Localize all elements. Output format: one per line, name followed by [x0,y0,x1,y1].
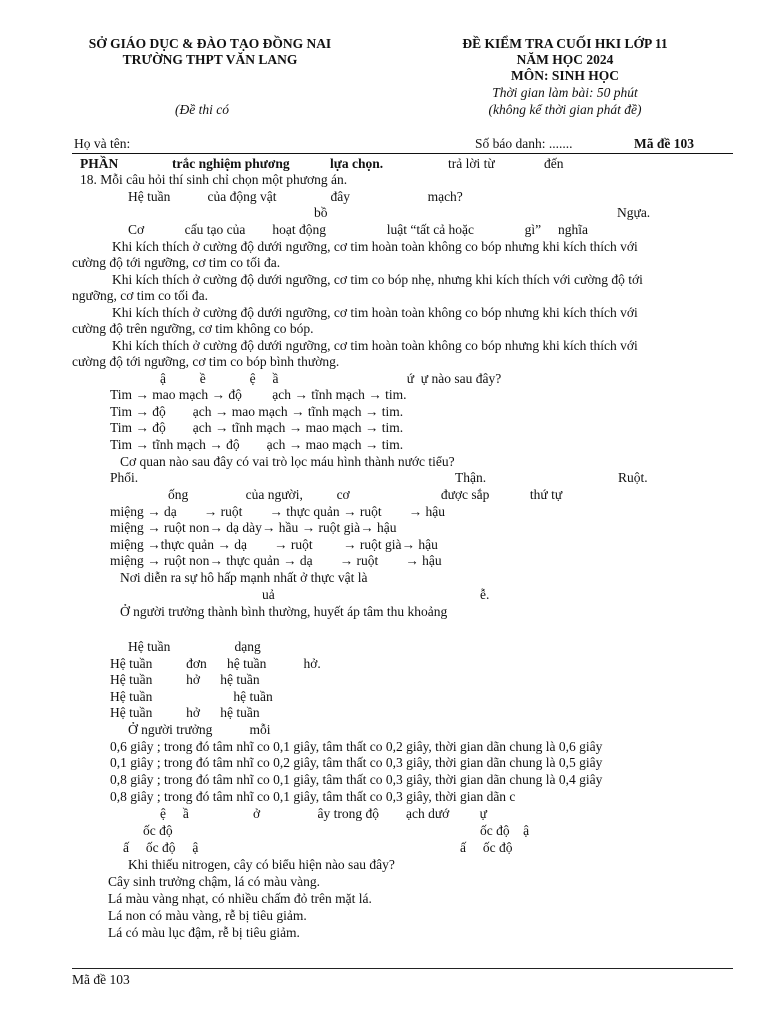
footer-divider [72,968,733,969]
answer-line: Khi kích thích ở cường độ dưới ngưỡng, cơ tim hoàn toàn không co bóp nhưng khi kích thích với [112,305,638,320]
school-year: NĂM HỌC 2024 [516,52,614,67]
school-name: TRƯỜNG THPT VĂN LANG [122,52,298,67]
question-line: Khi thiếu nitrogen, cây có biểu hiện nào sau đây? [128,857,395,872]
answer-line: miệng → dạ → ruột → thực quản → ruột → hậu [110,504,446,519]
department-name: SỞ GIÁO DỤC & ĐÀO TẠO ĐỒNG NAI [88,36,332,51]
question-line: ệ ầ ở ây trong độ ạch dướ ự [160,806,487,821]
answer-line: miệng → ruột non→ thực quản → dạ → ruột → hậu [110,553,442,568]
answer-option: Ruột. [618,470,648,485]
answer-line: Tim → tĩnh mạch → độ ạch → mao mạch → tim. [110,437,404,452]
question-line: Hệ tuần dạng [128,639,261,654]
footer-exam-code: Mã đề 103 [72,972,130,987]
exam-code: Mã đề 103 [634,136,694,151]
answer-fragment: ấ ốc độ ậ [123,840,199,855]
question-line: Ở người trưởng thành bình thường, huyết áp tâm thu khoảng [120,604,448,619]
question-line: Cơ quan nào sau đây có vai trò lọc máu hình thành nước tiểu? [120,454,455,469]
answer-fragment: ốc độ [143,823,173,838]
answer-option: Phổi. [110,470,139,485]
question-line: Nơi diễn ra sự hô hấp mạnh nhất ở thực vật là [120,570,368,585]
answer-line: Hệ tuần đơn hệ tuần hở. [110,656,321,671]
question-line: ống của người, cơ được sắp thứ tự [168,487,563,502]
answer-fragment: ấ ốc độ [460,840,513,855]
answer-line: Lá non có màu vàng, rễ bị tiêu giảm. [108,908,307,923]
answer-line: miệng →thực quản → dạ → ruột → ruột già→ hậu [110,537,438,552]
part-label: PHẦN [80,156,119,171]
exam-time-note: (không kể thời gian phát đề) [488,102,642,117]
answer-line: Tim → mao mạch → độ ạch → tĩnh mạch → tim. [110,387,407,402]
answer-line: miệng → ruột non→ dạ dày→ hầu → ruột già→ hậu [110,520,397,535]
answer-fragment: ễ. [480,587,490,602]
question-line: ậ ề ệ ầ ứ ự nào sau đây? [160,371,502,386]
answer-line: Lá có màu lục đậm, rễ bị tiêu giảm. [108,925,300,940]
question-line: Hệ tuần của động vật đây mạch? [128,189,463,204]
answer-fragment: bồ [314,205,328,220]
answer-line: Tim → độ ạch → tĩnh mạch → mao mạch → tim. [110,420,404,435]
answer-line: cường độ tới ngưỡng, cơ tim co tối đa. [72,255,281,270]
answer-line: Lá màu vàng nhạt, có nhiều chấm đỏ trên mặt lá. [108,891,372,906]
name-label: Họ và tên: [74,136,131,151]
answer-line: cường độ trên ngưỡng, cơ tim không co bóp. [72,321,314,336]
answer-line: Hệ tuần hở hệ tuần [110,705,260,720]
answer-line: 0,8 giây ; trong đó tâm nhĩ co 0,1 giây, tâm thất co 0,3 giây, thời gian dãn c [110,789,516,804]
header-divider [72,153,733,154]
answer-line: 0,6 giây ; trong đó tâm nhĩ co 0,1 giây, tâm thất co 0,2 giây, thời gian dãn chung là 0,6 giây [110,739,603,754]
student-id-label: Số báo danh: ....... [475,136,573,151]
question-line: Cơ cấu tạo của hoạt động luật “tất cả hoặc gì” nghĩa [128,222,589,237]
answer-line: Khi kích thích ở cường độ dưới ngưỡng, cơ tim hoàn toàn không co bóp nhưng khi kích thích với [112,338,638,353]
answer-line: 0,8 giây ; trong đó tâm nhĩ co 0,1 giây, tâm thất co 0,3 giây, thời gian dãn chung là 0,4 giây [110,772,603,787]
answer-line: Tim → độ ạch → mao mạch → tĩnh mạch → tim. [110,404,404,419]
part-choice: lựa chọn. [330,156,384,171]
answer-line: Khi kích thích ở cường độ dưới ngưỡng, cơ tim co bóp nhẹ, nhưng khi kích thích với cường độ tới [112,272,643,287]
exam-time: Thời gian làm bài: 50 phút [492,85,638,100]
answer-line: Hệ tuần hệ tuần [110,689,273,704]
official-note: (Đề thi có [175,102,229,117]
part-answer-to: đến [544,156,564,171]
instruction-line: 18. Mỗi câu hỏi thí sinh chỉ chọn một phương án. [80,172,348,187]
part-answer-from: trả lời từ [448,156,495,171]
answer-line: Hệ tuần hở hệ tuần [110,672,260,687]
answer-line: ngưỡng, cơ tim co tối đa. [72,288,208,303]
answer-fragment: uả [262,587,275,602]
answer-line: 0,1 giây ; trong đó tâm nhĩ co 0,2 giây, tâm thất co 0,3 giây, thời gian dãn chung là 0,5 giây [110,755,603,770]
answer-option: Thận. [455,470,487,485]
answer-line: Khi kích thích ở cường độ dưới ngưỡng, cơ tim hoàn toàn không co bóp nhưng khi kích thích với [112,239,638,254]
answer-line: cường độ tới ngưỡng, cơ tim co bóp bình thường. [72,354,340,369]
question-line: Ở người trưởng mỗi [128,722,271,737]
subject: MÔN: SINH HỌC [511,68,619,83]
part-title: trắc nghiệm phương [172,156,290,171]
exam-title: ĐỀ KIỂM TRA CUỐI HKI LỚP 11 [462,36,668,51]
answer-fragment: ốc độ ậ [480,823,530,838]
answer-fragment: Ngựa. [617,205,651,220]
answer-line: Cây sinh trưởng chậm, lá có màu vàng. [108,874,321,889]
